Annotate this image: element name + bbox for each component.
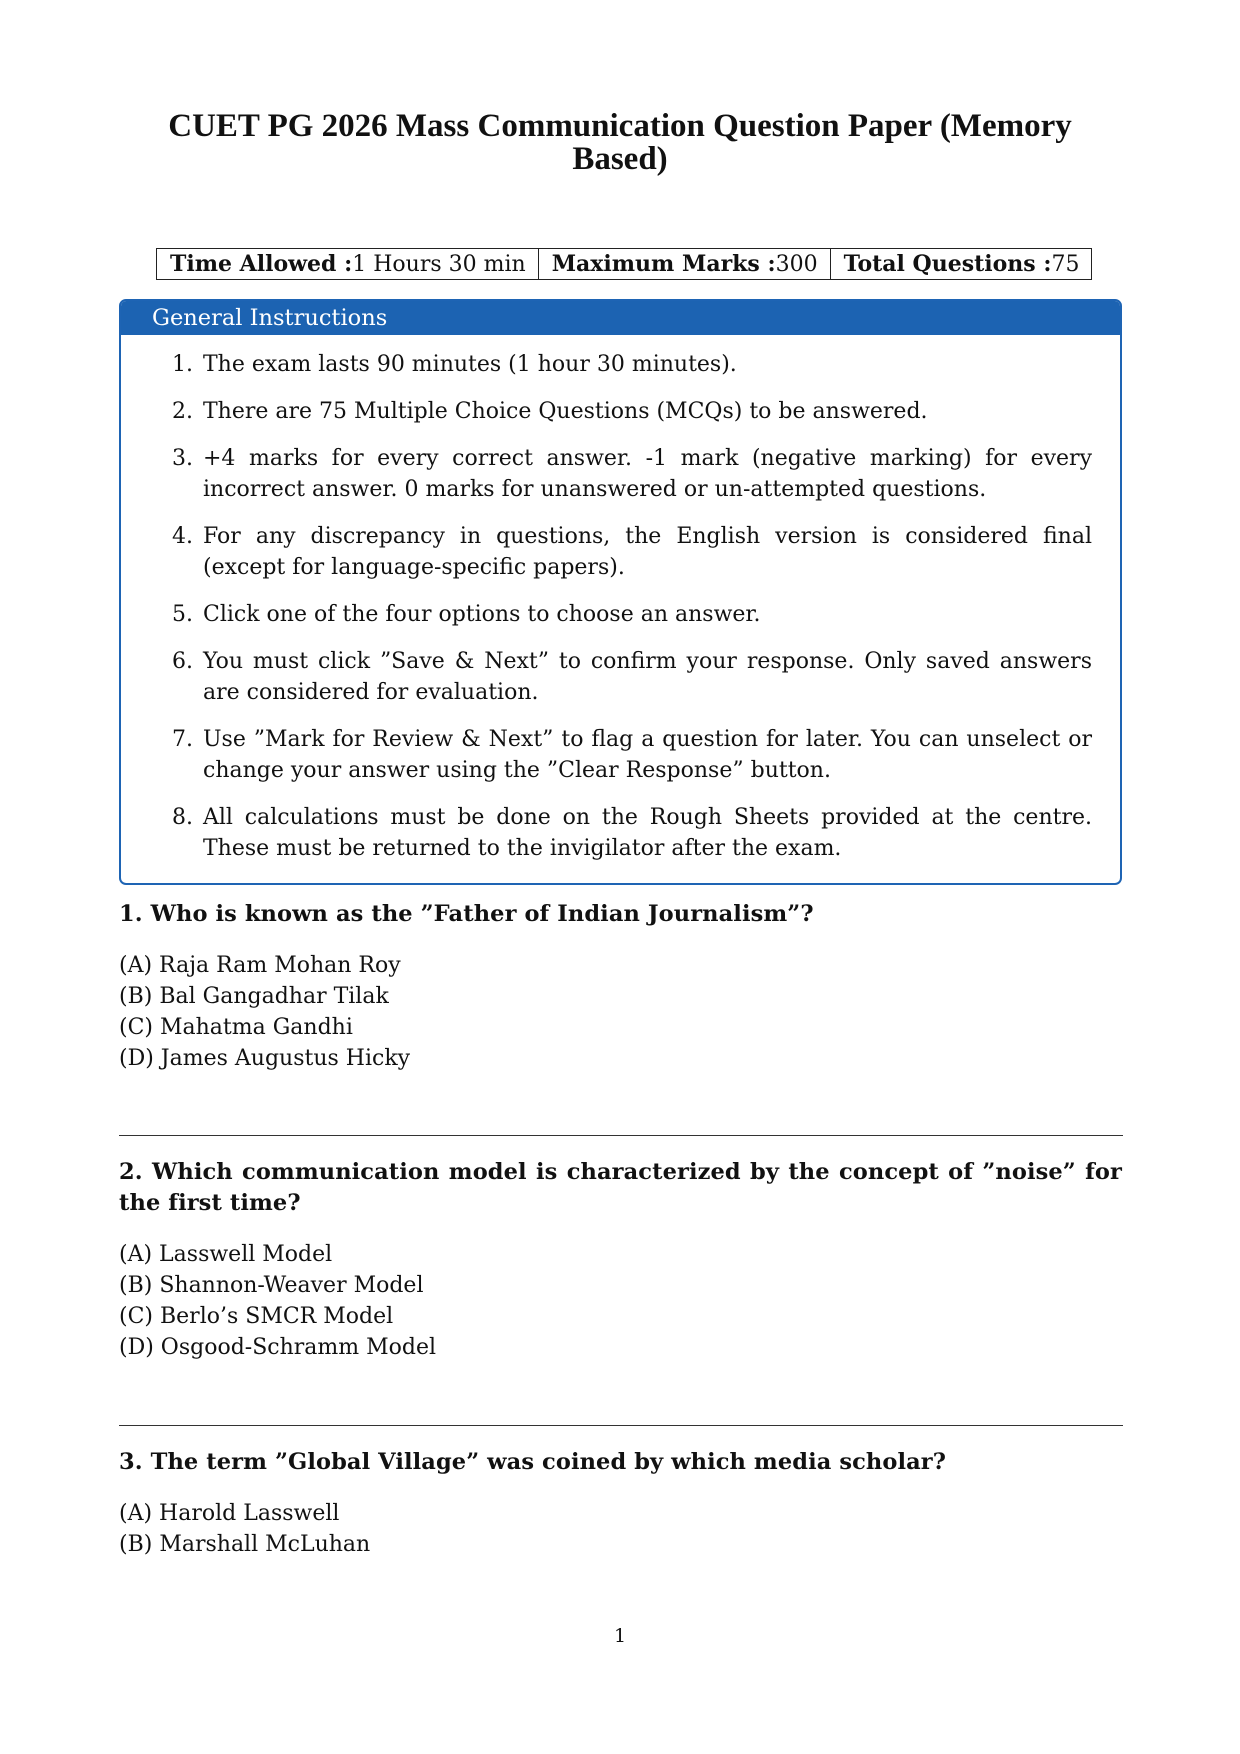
instruction-item (172, 599, 1092, 630)
instruction-number: 4. (172, 524, 193, 549)
answer-option: (A) Harold Lasswell (119, 1501, 340, 1526)
question-text: 2. Which communication model is characterized by the concept of ”noise” for the first time? (119, 1159, 1122, 1216)
instruction-number: 6. (172, 649, 193, 674)
instruction-text: The exam lasts 90 minutes (1 hour 30 minutes). (203, 352, 737, 377)
question-divider (119, 1135, 1123, 1136)
question-text: 1. Who is known as the ”Father of Indian Journalism”? (119, 901, 814, 927)
answer-options (119, 1498, 1122, 1560)
instructions-heading: General Instructions (121, 301, 1120, 335)
instruction-item (172, 349, 1092, 380)
answer-option: (B) Bal Gangadhar Tilak (119, 984, 389, 1009)
general-instructions-box (119, 299, 1122, 885)
instruction-text: +4 marks for every correct answer. -1 mark (negative marking) for every incorrect answer. 0 marks for unanswered or un-attempted questions. (203, 446, 1092, 502)
instruction-number: 1. (172, 352, 193, 377)
instruction-number: 7. (172, 727, 193, 752)
instruction-number: 8. (172, 805, 193, 830)
instruction-number: 5. (172, 602, 193, 627)
answer-option: (B) Marshall McLuhan (119, 1532, 371, 1557)
total-questions-value: 75 (1051, 252, 1080, 277)
instruction-text: There are 75 Multiple Choice Questions (MCQs) to be answered. (203, 399, 928, 424)
instruction-item (172, 521, 1092, 583)
time-allowed-label: Time Allowed : (170, 251, 353, 277)
question-text: 3. The term ”Global Village” was coined by which media scholar? (119, 1449, 947, 1475)
time-allowed-value: 1 Hours 30 min (352, 252, 526, 277)
answer-options (119, 1239, 1122, 1363)
instruction-text: Click one of the four options to choose an answer. (203, 602, 761, 627)
answer-option: (A) Raja Ram Mohan Roy (119, 953, 401, 978)
question-divider (119, 1425, 1123, 1426)
total-questions-cell (830, 249, 1092, 279)
instruction-number: 3. (172, 446, 193, 471)
question-2 (119, 1157, 1122, 1363)
answer-option: (C) Berlo’s SMCR Model (119, 1304, 394, 1329)
question-3 (119, 1447, 1122, 1560)
answer-option: (C) Mahatma Gandhi (119, 1015, 353, 1040)
instructions-list (172, 349, 1092, 880)
instruction-text: Use ”Mark for Review & Next” to flag a question for later. You can unselect or change your answer using the ”Clear Response” button. (203, 727, 1092, 783)
page-title: CUET PG 2026 Mass Communication Question Paper (Memory Based) (168, 108, 1072, 177)
instruction-item (172, 802, 1092, 864)
instruction-text: You must click ”Save & Next” to confirm your response. Only saved answers are considered for evaluation. (203, 649, 1092, 705)
maximum-marks-label: Maximum Marks : (551, 251, 776, 277)
total-questions-label: Total Questions : (843, 251, 1052, 277)
instruction-item (172, 724, 1092, 786)
answer-option: (B) Shannon-Weaver Model (119, 1273, 424, 1298)
instruction-text: All calculations must be done on the Rough Sheets provided at the centre. These must be returned to the invigilator after the exam. (203, 805, 1092, 861)
question-1 (119, 899, 1122, 1074)
maximum-marks-value: 300 (775, 252, 818, 277)
answer-option: (D) Osgood-Schramm Model (119, 1335, 437, 1360)
time-allowed-cell (157, 249, 538, 279)
answer-options (119, 950, 1122, 1074)
maximum-marks-cell (538, 249, 830, 279)
instruction-item (172, 443, 1092, 505)
instruction-item (172, 646, 1092, 708)
instruction-text: For any discrepancy in questions, the English version is considered final (except for language-specific papers). (203, 524, 1092, 580)
instruction-number: 2. (172, 399, 193, 424)
answer-option: (D) James Augustus Hicky (119, 1046, 411, 1071)
exam-info-table (156, 248, 1092, 280)
answer-option: (A) Lasswell Model (119, 1242, 333, 1267)
instruction-item (172, 396, 1092, 427)
page-number: 1 (613, 1625, 627, 1647)
